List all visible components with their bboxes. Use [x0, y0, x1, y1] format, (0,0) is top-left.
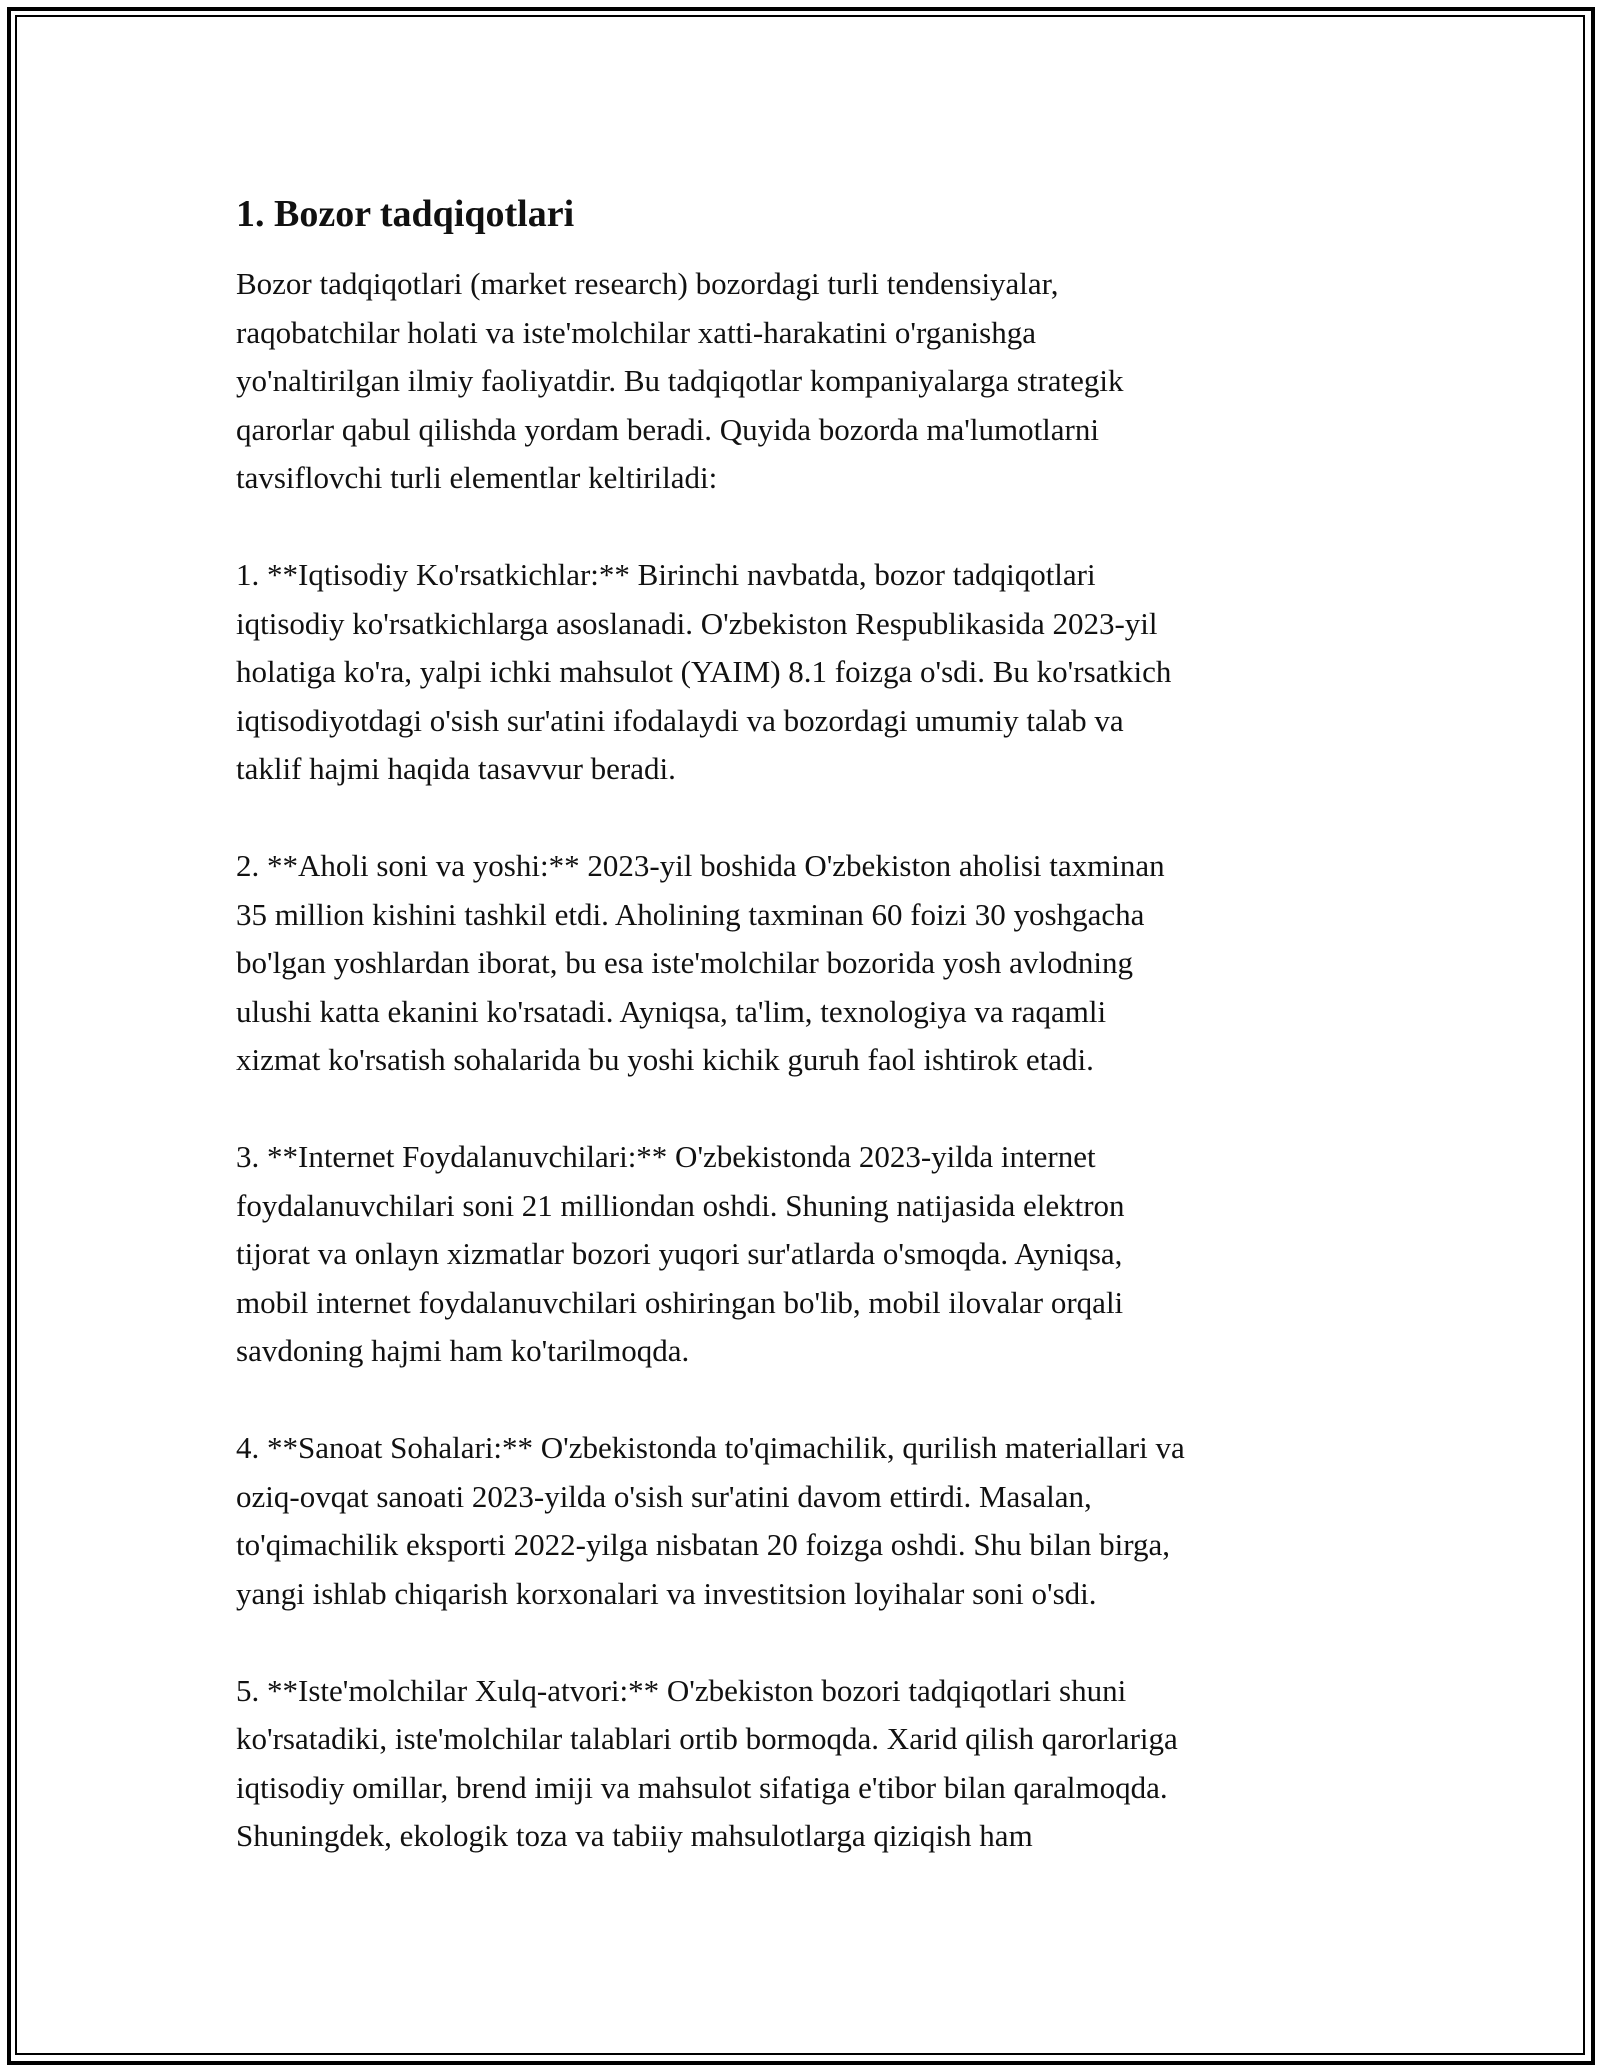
text-line: Shuningdek, ekologik toza va tabiiy mahsulotlarga qiziqish ham [236, 1818, 1033, 1853]
text-line: ulushi katta ekanini ko'rsatadi. Ayniqsa, ta'lim, texnologiya va raqamli [236, 993, 1107, 1029]
text-line: tijorat va onlayn xizmatlar bozori yuqori sur'atlarda o'smoqda. Ayniqsa, [236, 1236, 1123, 1271]
document-body [236, 188, 1396, 1909]
list-item-industry-sectors [236, 1424, 1396, 1618]
text-line: yangi ishlab chiqarish korxonalari va investitsion loyihalar soni o'sdi. [236, 1575, 1097, 1611]
text-line: to'qimachilik eksporti 2022-yilga nisbatan 20 foizga oshdi. Shu bilan birga, [236, 1527, 1171, 1562]
text-line: xizmat ko'rsatish sohalarida bu yoshi kichik guruh faol ishtirok etadi. [236, 1042, 1094, 1077]
text-line: taklif hajmi haqida tasavvur beradi. [236, 751, 676, 786]
text-line: holatiga ko'ra, yalpi ichki mahsulot (YAIM) 8.1 foizga o'sdi. Bu ko'rsatkich [236, 654, 1172, 689]
text-line: mobil internet foydalanuvchilari oshiringan bo'lib, mobil ilovalar orqali [236, 1284, 1124, 1320]
list-item-economic-indicators [236, 551, 1396, 794]
text-line: iqtisodiy omillar, brend imiji va mahsulot sifatiga e'tibor bilan qaralmoqda. [236, 1769, 1168, 1805]
text-line: 2. **Aholi soni va yoshi:** 2023-yil boshida O'zbekiston aholisi taxminan [236, 848, 1165, 883]
list-item-consumer-behavior [236, 1667, 1396, 1861]
text-line: foydalanuvchilari soni 21 milliondan oshdi. Shuning natijasida elektron [236, 1187, 1125, 1223]
text-line: 35 million kishini tashkil etdi. Aholining taxminan 60 foizi 30 yoshgacha [236, 896, 1145, 932]
text-line: 4. **Sanoat Sohalari:** O'zbekistonda to'qimachilik, qurilish materiallari va [236, 1430, 1185, 1465]
text-line: iqtisodiyotdagi o'sish sur'atini ifodalaydi va bozordagi umumiy talab va [236, 702, 1124, 738]
text-line: 5. **Iste'molchilar Xulq-atvori:** O'zbekiston bozori tadqiqotlari shuni [236, 1672, 1127, 1708]
text-line: qarorlar qabul qilishda yordam beradi. Quyida bozorda ma'lumotlarni [236, 411, 1099, 447]
text-line: yo'naltirilgan ilmiy faoliyatdir. Bu tadqiqotlar kompaniyalarga strategik [236, 363, 1124, 398]
text-line: iqtisodiy ko'rsatkichlarga asoslanadi. O'zbekiston Respublikasida 2023-yil [236, 605, 1158, 641]
text-line: tavsiflovchi turli elementlar keltiriladi: [236, 460, 718, 495]
list-item-population [236, 842, 1396, 1085]
text-line: bo'lgan yoshlardan iborat, bu esa iste'molchilar bozorida yosh avlodning [236, 945, 1134, 980]
text-line: Bozor tadqiqotlari (market research) bozordagi turli tendensiyalar, [236, 266, 1059, 301]
text-line: 3. **Internet Foydalanuvchilari:** O'zbekistonda 2023-yilda internet [236, 1139, 1096, 1174]
text-line: raqobatchilar holati va iste'molchilar xatti-harakatini o'rganishga [236, 314, 1036, 350]
text-line: 1. **Iqtisodiy Ko'rsatkichlar:** Birinchi navbatda, bozor tadqiqotlari [236, 557, 1096, 592]
intro-paragraph [236, 260, 1396, 503]
list-item-internet-users [236, 1133, 1396, 1376]
text-line: oziq-ovqat sanoati 2023-yilda o'sish sur'atini davom ettirdi. Masalan, [236, 1478, 1092, 1514]
text-line: ko'rsatadiki, iste'molchilar talablari ortib bormoqda. Xarid qilish qarorlariga [236, 1721, 1178, 1756]
text-line: savdoning hajmi ham ko'tarilmoqda. [236, 1333, 690, 1368]
section-heading: 1. Bozor tadqiqotlari [236, 193, 575, 235]
